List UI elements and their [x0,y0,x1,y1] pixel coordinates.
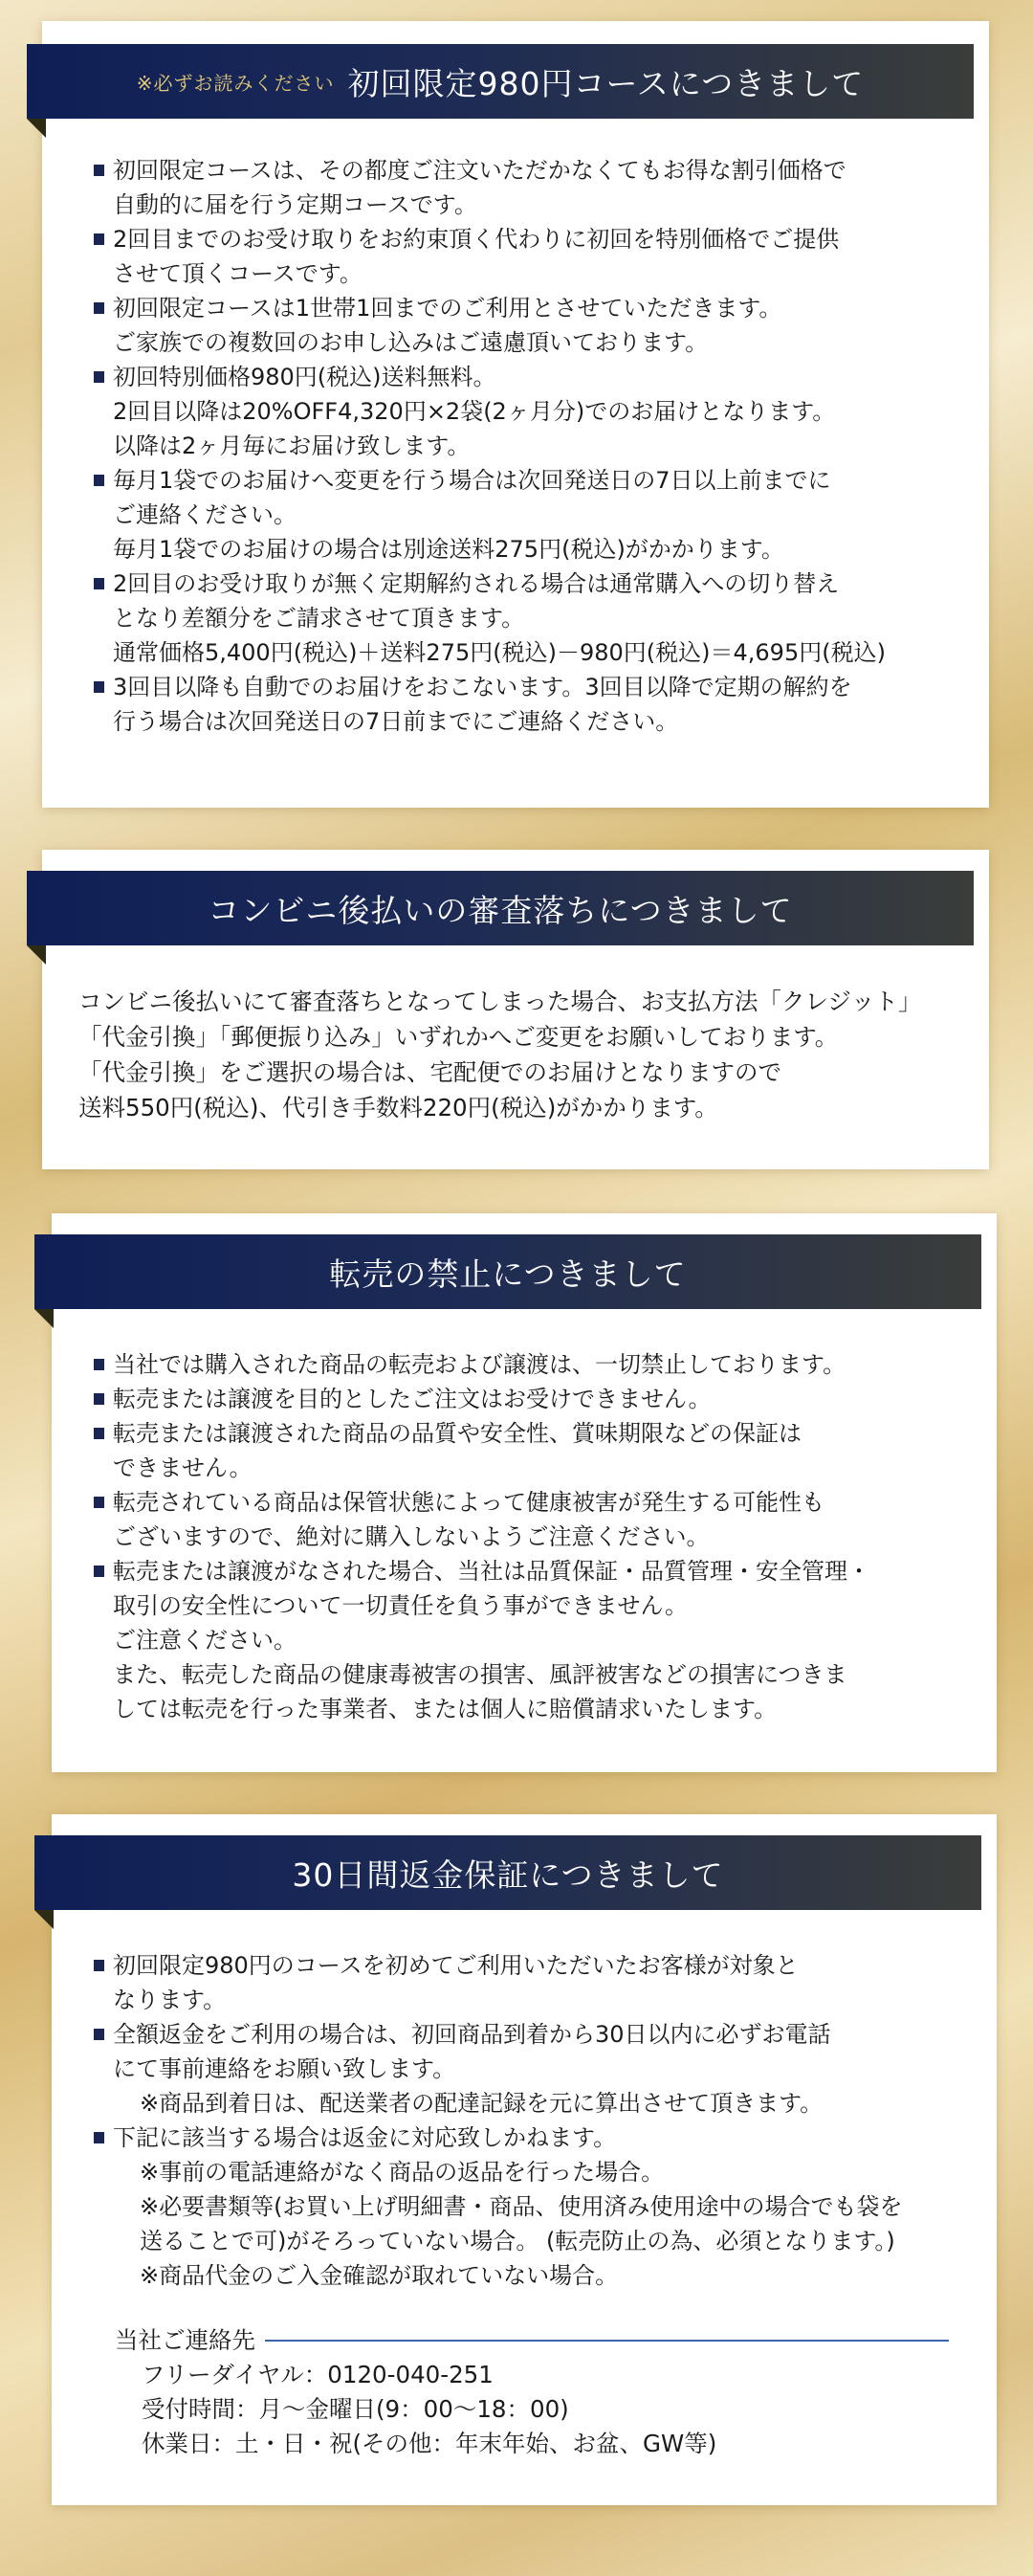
list-item-line: できません。 [113,1455,253,1481]
list-item-line: ご注意ください。 [113,1627,297,1654]
list-item-note: 送ることで可)がそろっていない場合。 (転売防止の為、必須となります。) [140,2228,895,2254]
list-item-line: 初回限定コースは1世帯1回までのご利用とさせていただきます。 [113,295,782,322]
list-item-line: 初回限定コースは、その都度ご注文いただかなくてもお得な割引価格で [113,157,846,184]
list-item-line: 毎月1袋でのお届けの場合は別途送料275円(税込)がかかります。 [113,536,784,563]
list-item [94,2121,974,2293]
resale-ban-list [94,1347,974,1726]
list-item [94,360,955,463]
resale-ban-title: 転売の禁止につきまして [329,1255,687,1293]
paragraph-line: 「代金引換」をご選択の場合は、宅配便でのお届けとなりますので [78,1058,781,1086]
contact-block [115,2323,949,2461]
list-item-line: 転売または譲渡がなされた場合、当社は品質保証・品質管理・安全管理・ [113,1558,870,1585]
convenience-postpay-title: コンビニ後払いの審査落ちにつきまして [208,891,793,929]
list-item-line: なります。 [113,1987,227,2013]
banner-fold [34,1309,54,1328]
list-item-note: ※事前の電話連絡がなく商品の返品を行った場合。 [140,2159,665,2186]
first-time-course-banner [27,44,974,119]
list-item-line: 毎月1袋でのお届けへ変更を行う場合は次回発送日の7日以上前までに [113,467,831,494]
banner-fold [27,119,46,138]
list-item [94,1485,974,1554]
list-item [94,291,955,360]
resale-ban-banner [34,1234,981,1309]
list-item-line: 初回限定980円のコースを初めてご利用いただいたお客様が対象と [113,1952,799,1979]
list-item-line: 取引の安全性について一切責任を負う事ができません。 [113,1592,688,1619]
list-item-note: ※必要書類等(お買い上げ明細書・商品、使用済み使用途中の場合でも袋を [140,2193,903,2220]
list-item [94,463,955,566]
list-item-note: ※商品到着日は、配送業者の配達記録を元に算出させて頂きます。 [140,2090,824,2117]
list-item-line: させて頂くコースです。 [113,260,363,287]
list-item-line: 転売されている商品は保管状態によって健康被害が発生する可能性も [113,1489,824,1516]
list-item [94,153,955,222]
convenience-postpay-text [78,984,968,1125]
refund-guarantee-list [94,1948,974,2293]
list-item-line: 行う場合は次回発送日の7日前までにご連絡ください。 [113,708,679,735]
banner-fold [27,945,46,965]
list-item-line: ご家族での複数回のお申し込みはご遠慮頂いております。 [113,329,709,356]
list-item-line: 通常価格5,400円(税込)＋送料275円(税込)－980円(税込)＝4,695円(税込) [113,639,886,666]
list-item [94,222,955,291]
first-time-course-title: 初回限定980円コースにつきまして [347,64,865,102]
list-item-line: 下記に該当する場合は返金に対応致しかねます。 [113,2124,617,2151]
contact-title: 当社ご連絡先 [115,2326,255,2354]
list-item-line: 転売または譲渡された商品の品質や安全性、賞味期限などの保証は [113,1420,802,1447]
list-item [94,670,955,739]
list-item-line: 当社では購入された商品の転売および譲渡は、一切禁止しております。 [113,1351,846,1378]
list-item-note: ※商品代金のご入金確認が取れていない場合。 [140,2262,619,2289]
paragraph-line: コンビニ後払いにて審査落ちとなってしまった場合、お支払方法「クレジット」 [78,988,922,1015]
list-item-line: 初回特別価格980円(税込)送料無料。 [113,364,496,390]
refund-guarantee-title: 30日間返金保証につきまして [292,1855,724,1894]
list-item-line: 自動的に届を行う定期コースです。 [113,191,477,218]
list-item-line: 3回目以降も自動でのお届けをおこないます。3回目以降で定期の解約を [113,674,852,700]
list-item-line: しては転売を行った事業者、または個人に賠償請求いたします。 [113,1696,778,1722]
list-item-line: 全額返金をご利用の場合は、初回商品到着から30日以内に必ずお電話 [113,2021,831,2048]
list-item [94,1382,974,1416]
convenience-postpay-banner [27,871,974,945]
list-item-line: 2回目以降は20%OFF4,320円×2袋(2ヶ月分)でのお届けとなります。 [113,398,836,425]
list-item-line: 以降は2ヶ月毎にお届け致します。 [113,433,471,459]
list-item-line: ございますので、絶対に購入しないようご注意ください。 [113,1523,710,1550]
list-item-line: 2回目のお受け取りが無く定期解約される場合は通常購入への切り替え [113,570,840,597]
contact-divider [265,2340,949,2342]
first-time-course-list [94,153,955,739]
list-item-line: となり差額分をご請求させて頂きます。 [113,605,525,632]
list-item [94,1416,974,1485]
contact-hours: 受付時間：月～金曜日(9：00～18：00) [142,2395,569,2423]
must-read-note: ※必ずお読みください [136,71,335,95]
contact-holidays: 休業日：土・日・祝(その他：年末年始、お盆、GW等) [142,2430,717,2457]
refund-guarantee-banner [34,1835,981,1910]
paragraph-line: 送料550円(税込)、代引き手数料220円(税込)がかかります。 [78,1094,718,1121]
list-item [94,2017,974,2121]
list-item-line: ご連絡ください。 [113,501,297,528]
contact-phone: フリーダイヤル：0120-040-251 [142,2361,494,2388]
list-item [94,1948,974,2017]
paragraph-line: 「代金引換」「郵便振り込み」いずれかへご変更をお願いしております。 [78,1023,839,1051]
list-item-line: にて事前連絡をお願い致します。 [113,2055,456,2082]
banner-fold [34,1910,54,1929]
contact-title-row [115,2323,949,2358]
list-item-line: 転売または譲渡を目的としたご注文はお受けできません。 [113,1386,712,1412]
list-item-line: 2回目までのお受け取りをお約束頂く代わりに初回を特別価格でご提供 [113,226,840,253]
list-item [94,1554,974,1726]
list-item-line: また、転売した商品の健康毒被害の損害、風評被害などの損害につきま [113,1661,847,1688]
list-item [94,566,955,670]
list-item [94,1347,974,1382]
